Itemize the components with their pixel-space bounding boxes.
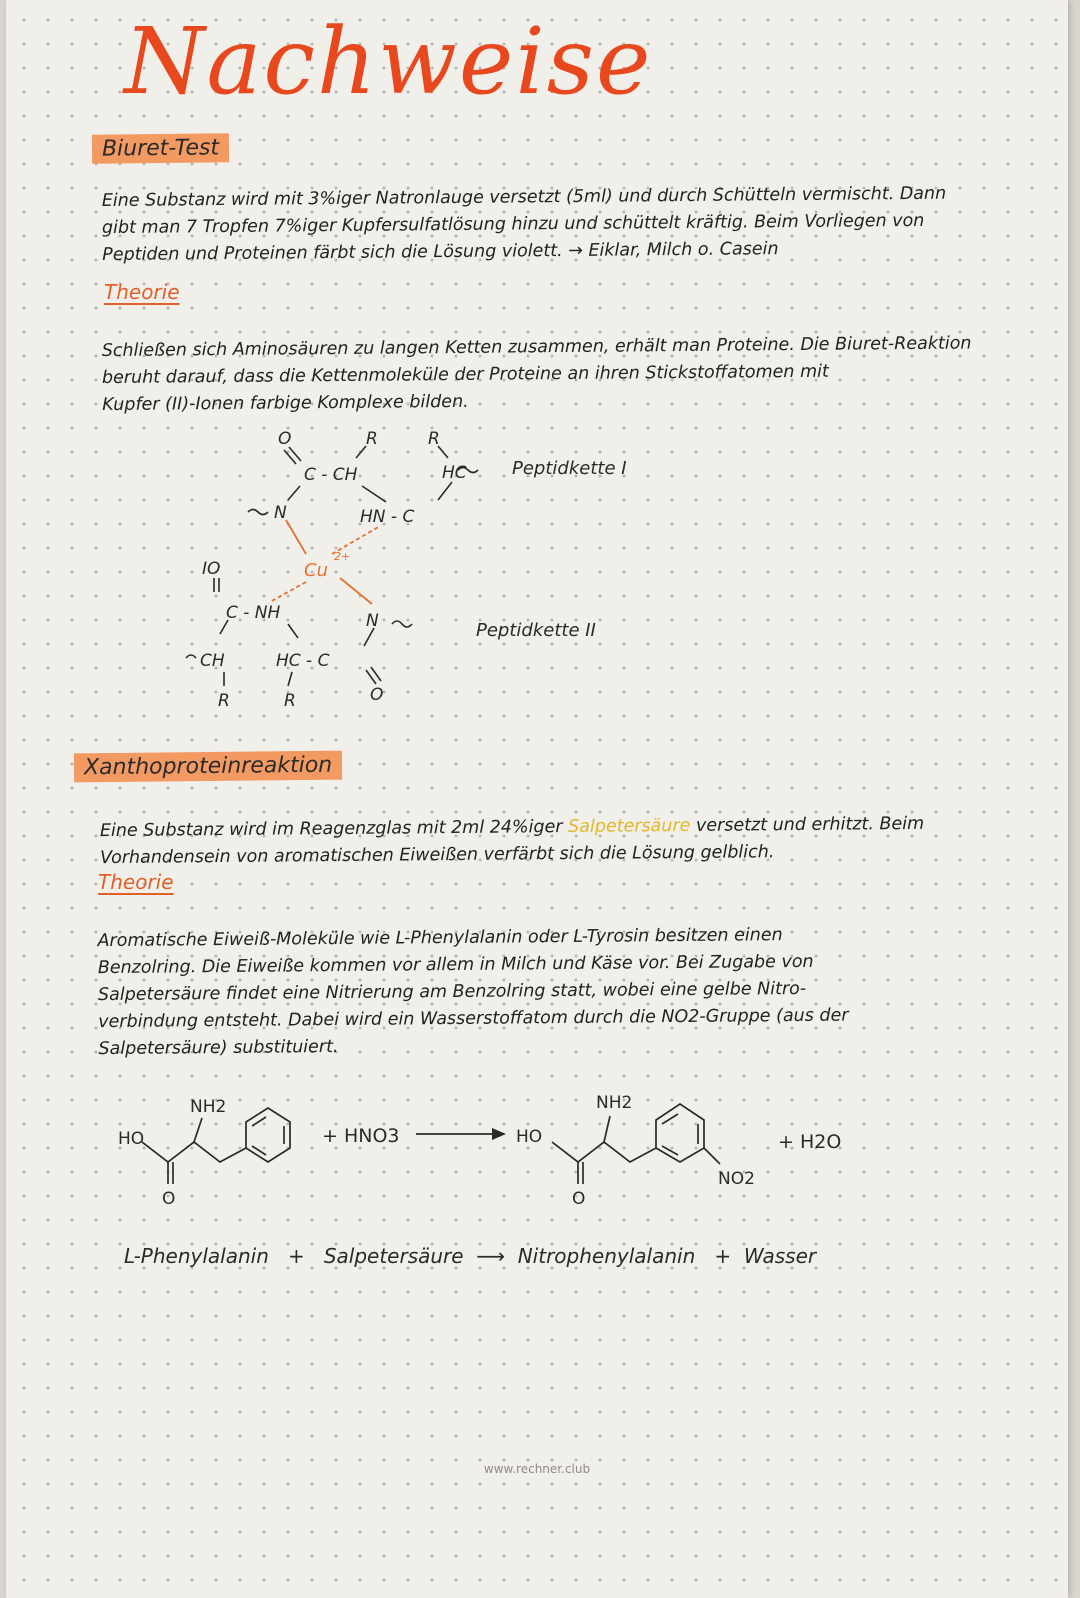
biuret-line-2: gibt man 7 Tropfen 7%iger Kupfersulfatlösung hinzu und schüttelt kräftig. Beim Vorliegen von bbox=[101, 210, 925, 239]
xantho-description bbox=[100, 810, 1040, 872]
xantho-theory-line-2: Benzolring. Die Eiweiße kommen vor allem in Milch und Käse vor. Bei Zugabe von bbox=[97, 951, 814, 979]
nitro-nh2: NH2 bbox=[596, 1093, 633, 1113]
chain-wave-3 bbox=[186, 655, 196, 658]
phe-o: O bbox=[162, 1189, 176, 1209]
atom-o-lower: IO bbox=[202, 559, 221, 579]
biuret-line-3: Peptiden und Proteinen färbt sich die Lösung violett. → Eiklar, Milch o. Casein bbox=[102, 239, 779, 266]
atom-n-top: N bbox=[274, 503, 287, 523]
xantho-heading: Xanthoproteinreaktion bbox=[74, 751, 342, 783]
nitro-benzene-ring bbox=[656, 1104, 704, 1162]
nitro-ring-db-1 bbox=[662, 1114, 678, 1124]
eq-plus-2: + bbox=[714, 1244, 732, 1268]
peptide-chain-1-label: Peptidkette I bbox=[512, 458, 627, 479]
bond-hc-c bbox=[438, 482, 452, 500]
plus-hno3: + HNO3 bbox=[322, 1125, 400, 1147]
notebook-page bbox=[6, 0, 1068, 1598]
cu-bond-n-bottom bbox=[340, 578, 372, 604]
plus-h2o: + H2O bbox=[778, 1131, 842, 1153]
atom-hc-c-lower: HC - C bbox=[276, 651, 330, 671]
xantho-theory-line-1: Aromatische Eiweiß-Moleküle wie L-Phenylalanin oder L-Tyrosin besitzen einen bbox=[97, 925, 783, 952]
biuret-line-1: Eine Substanz wird mit 3%iger Natronlauge versetzt (5ml) und durch Schütteln vermischt. Dann bbox=[101, 183, 947, 212]
eq-plus-1: + bbox=[287, 1244, 305, 1268]
phe-chain bbox=[142, 1142, 246, 1162]
nitro-chain bbox=[552, 1142, 656, 1162]
biuret-complex-structure bbox=[166, 420, 486, 720]
nitro-nh2-bond bbox=[604, 1116, 610, 1142]
xantho-theory-line-3: Salpetersäure findet eine Nitrierung am Benzolring statt, wobei eine gelbe Nitro- bbox=[97, 978, 807, 1006]
phe-nh2: NH2 bbox=[190, 1097, 227, 1117]
atom-c-nh: C - NH bbox=[226, 603, 281, 623]
nitro-no2: NO2 bbox=[718, 1169, 755, 1189]
reaction-arrow-head bbox=[492, 1128, 506, 1140]
xantho-theory-line-5: Salpetersäure) substituiert. bbox=[98, 1037, 339, 1060]
atom-hc-right: HC bbox=[442, 463, 467, 483]
xantho-yellow-word: Salpetersäure bbox=[568, 815, 691, 838]
atom-r-right: R bbox=[428, 429, 440, 449]
biuret-theory-heading: Theorie bbox=[104, 280, 180, 304]
phe-ho: HO bbox=[118, 1129, 145, 1149]
peptide-chain-2-label: Peptidkette II bbox=[476, 620, 596, 641]
eq-arrow: ⟶ bbox=[476, 1244, 505, 1268]
xantho-theory-line-4: verbindung entsteht. Dabei wird ein Wasserstoffatom durch die NO2-Gruppe (aus der bbox=[98, 1005, 849, 1033]
eq-reactant-1: L-Phenylalanin bbox=[124, 1244, 269, 1268]
chain-wave-1 bbox=[248, 510, 268, 515]
phe-nh2-bond bbox=[194, 1118, 202, 1142]
page-title: Nachweise bbox=[124, 8, 653, 115]
xantho-theory-heading: Theorie bbox=[98, 870, 174, 894]
bond-ch-hn bbox=[362, 486, 386, 502]
atom-cu: Cu bbox=[304, 560, 328, 581]
bond-c-n bbox=[288, 486, 300, 500]
atom-r-top: R bbox=[366, 429, 378, 449]
cu-bond-n-top bbox=[286, 520, 306, 554]
xantho-line-1-a: Eine Substanz wird im Reagenzglas mit 2ml 24%iger bbox=[99, 817, 563, 842]
biuret-theory bbox=[102, 330, 1033, 419]
chain-wave-4 bbox=[392, 621, 412, 627]
nitro-o: O bbox=[572, 1189, 586, 1209]
biuret-description bbox=[102, 180, 1033, 269]
eq-product-2: Wasser bbox=[743, 1244, 817, 1268]
biuret-heading: Biuret-Test bbox=[92, 133, 229, 163]
bond-hc-r-lower bbox=[288, 672, 292, 686]
xantho-line-2: Vorhandensein von aromatischen Eiweißen verfärbt sich die Lösung gelblich. bbox=[100, 842, 775, 869]
bond-nh-hc bbox=[288, 624, 298, 638]
nitro-no2-bond bbox=[704, 1148, 720, 1164]
xantho-line-1-b: versetzt und erhitzt. Beim bbox=[695, 813, 925, 836]
cu-bond-nh bbox=[270, 582, 306, 602]
atom-n-lower: N bbox=[366, 611, 379, 631]
bond-ch-r bbox=[356, 446, 366, 458]
biuret-theory-line-3: Kupfer (II)-Ionen farbige Komplexe bilden. bbox=[102, 391, 469, 416]
word-equation bbox=[124, 1244, 816, 1268]
biuret-theory-line-2: beruht darauf, dass die Kettenmoleküle der Proteine an ihren Stickstoffatomen mit bbox=[101, 361, 829, 389]
atom-hn-c: HN - C bbox=[360, 507, 415, 527]
nitration-reaction-scheme bbox=[106, 1086, 906, 1216]
watermark-footer: www.rechner.club bbox=[483, 1462, 591, 1476]
xantho-theory bbox=[97, 920, 1038, 1063]
atom-ch-lower: CH bbox=[200, 651, 225, 671]
biuret-theory-line-1: Schließen sich Aminosäuren zu langen Ketten zusammen, erhält man Proteine. Die Biuret-Reaktion bbox=[101, 333, 972, 362]
nitro-ho: HO bbox=[516, 1127, 543, 1147]
eq-reactant-2: Salpetersäure bbox=[323, 1244, 464, 1268]
atom-c-ch: C - CH bbox=[304, 465, 358, 485]
atom-r-lower-left: R bbox=[218, 691, 230, 711]
eq-product-1: Nitrophenylalanin bbox=[517, 1244, 696, 1268]
atom-o-lower-right: O bbox=[370, 685, 384, 705]
phe-ring-db-1 bbox=[252, 1117, 266, 1126]
atom-o-top: O bbox=[278, 429, 292, 449]
cu-charge: 2+ bbox=[334, 550, 351, 563]
atom-r-lower-mid: R bbox=[284, 691, 296, 711]
